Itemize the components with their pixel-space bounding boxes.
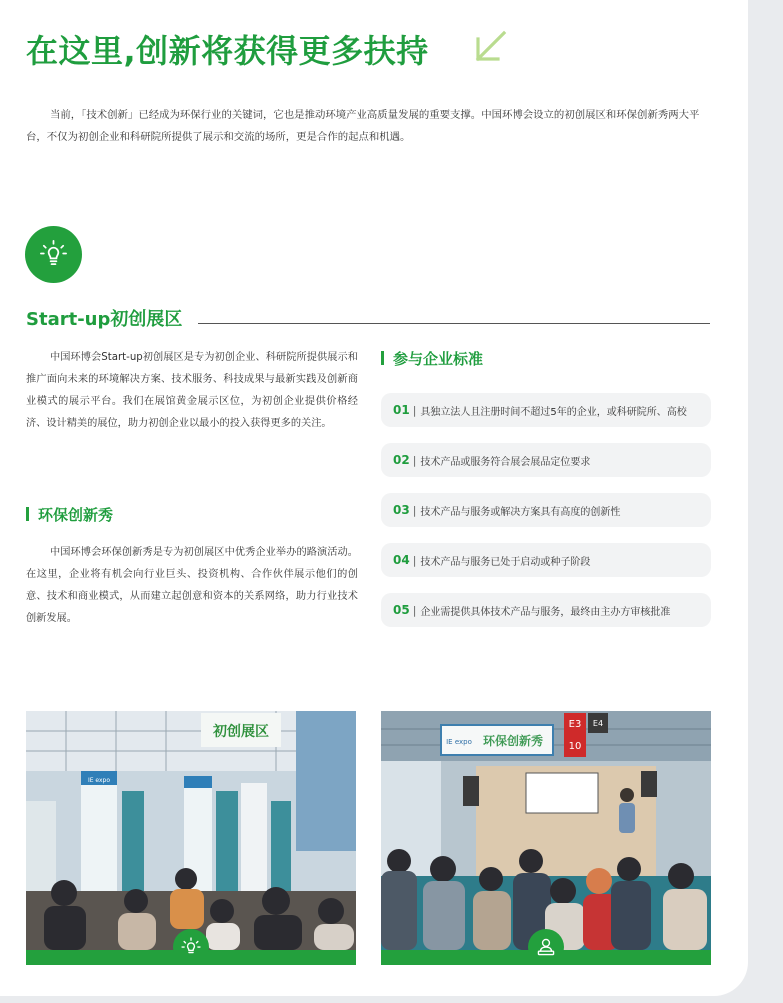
criteria-separator: | — [412, 403, 417, 417]
page-title: 在这里,创新将获得更多扶持 — [26, 32, 429, 70]
section-divider — [198, 323, 710, 324]
criteria-text: 技术产品与服务或解决方案具有高度的创新性 — [420, 506, 621, 518]
lightbulb-icon — [180, 936, 202, 958]
criteria-separator: | — [412, 553, 417, 567]
startup-description: 中国环博会Start-up初创展区是专为初创企业、科研院所提供展示和推广面向未来的环境解决方案、技术服务、科技成果与最新实践及创新商业模式的展示平台。我们在展馆黄金展示区位，为初创企业提供价格经济、设计精美的展位，助力初创企业以最小的投入获得更多的关注。 — [26, 352, 358, 429]
criteria-text: 技术产品与服务已处于启动或种子阶段 — [420, 556, 591, 568]
criteria-item — [381, 443, 711, 477]
green-show-banner: 环保创新秀 — [482, 734, 544, 748]
title-accent-bar — [26, 507, 29, 521]
criteria-title-text: 参与企业标准 — [393, 350, 484, 368]
criteria-number: 01 — [393, 403, 410, 417]
banner-logo: IE expo — [446, 738, 472, 746]
lightbulb-icon — [38, 238, 69, 269]
arrow-down-left-icon — [472, 29, 508, 65]
criteria-number: 02 — [393, 453, 410, 467]
startup-zone-scene — [26, 711, 356, 950]
criteria-number: 03 — [393, 503, 410, 517]
criteria-number: 05 — [393, 603, 410, 617]
criteria-item — [381, 593, 711, 627]
criteria-separator: | — [412, 603, 417, 617]
green-show-title-text: 环保创新秀 — [38, 506, 114, 524]
pillar-logo: IE expo — [87, 777, 111, 784]
hall-e3-sign: E3 — [568, 719, 582, 730]
criteria-separator: | — [412, 503, 417, 517]
criteria-item — [381, 543, 711, 577]
startup-section-title: Start-up初创展区 — [26, 309, 183, 330]
hall-e4-sign: E4 — [592, 719, 604, 728]
hall-number-sign: 10 — [568, 741, 582, 752]
startup-zone-photo — [26, 711, 356, 965]
criteria-text: 企业需提供具体技术产品与服务，最终由主办方审核批准 — [420, 606, 671, 618]
green-show-photo — [381, 711, 711, 965]
criteria-text: 具独立法人且注册时间不超过5年的企业，或科研院所、高校 — [420, 406, 687, 418]
criteria-list — [381, 393, 711, 643]
photo-badge — [528, 929, 564, 965]
criteria-number: 04 — [393, 553, 410, 567]
criteria-text: 技术产品或服务符合展会展品定位要求 — [420, 456, 591, 468]
criteria-separator: | — [412, 453, 417, 467]
green-show-title — [26, 504, 113, 525]
criteria-item — [381, 393, 711, 427]
startup-badge — [25, 226, 82, 283]
intro-paragraph: 当前，「技术创新」已经成为环保行业的关键词，它也是推动环境产业高质量发展的重要支撑。中国环博会设立的初创展区和环保创新秀两大平台，不仅为初创企业和科研院所提供了展示和交流的场所，更是合作的起点和机遇。 — [26, 109, 700, 143]
criteria-item — [381, 493, 711, 527]
presenter-icon — [535, 936, 557, 958]
startup-zone-sign: 初创展区 — [213, 724, 269, 740]
green-show-description: 中国环博会环保创新秀是专为初创展区中优秀企业举办的路演活动。在这里，企业将有机会向行业巨头、投资机构、合作伙伴展示他们的创意、技术和商业模式，从而建立起创意和资本的关系网络，助力行业技术创新发展。 — [26, 547, 358, 624]
green-show-scene — [381, 711, 711, 950]
photo-badge — [173, 929, 209, 965]
criteria-title — [381, 348, 483, 369]
title-accent-bar — [381, 351, 384, 365]
